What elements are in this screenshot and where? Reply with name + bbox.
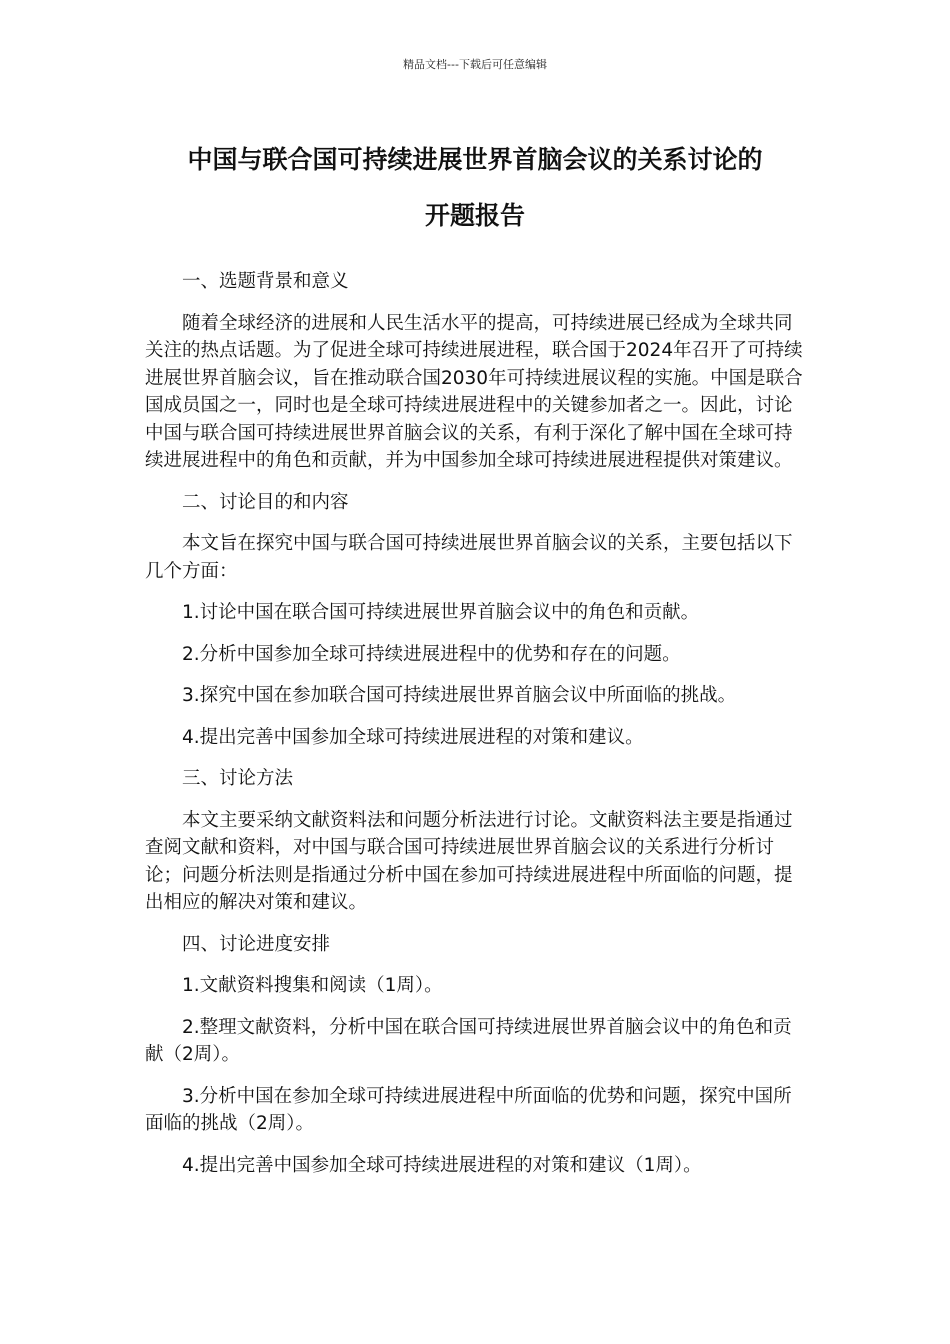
paragraph-background: 随着全球经济的进展和人民生活水平的提高，可持续进展已经成为全球共同关注的热点话题。为了促进全球可持续进展进程，联合国于2024年召开了可持续进展世界首脑会议，旨在推动联合国2030年可持续进展议程的实施。中国是联合国成员国之一，同时也是全球可持续进展进程中的关键参加者之一。因此，讨论中国与联合国可持续进展世界首脑会议的关系，有利于深化了解中国在全球可持续进展进程中的角色和贡献，并为中国参加全球可持续进展进程提供对策建议。 xyxy=(145,312,803,471)
document-body xyxy=(145,268,807,1193)
list-item-schedule-2: 2.整理文献资料，分析中国在联合国可持续进展世界首脑会议中的角色和贡献（2周）。 xyxy=(145,1016,792,1065)
list-item-schedule-1: 1.文献资料搜集和阅读（1周）。 xyxy=(182,975,443,996)
paragraph-purpose-intro: 本文旨在探究中国与联合国可持续进展世界首脑会议的关系，主要包括以下几个方面： xyxy=(145,533,793,582)
document-title xyxy=(120,132,830,244)
paragraph-method: 本文主要采纳文献资料法和问题分析法进行讨论。文献资料法主要是指通过查阅文献和资料，对中国与联合国可持续进展世界首脑会议的关系进行分析讨论；问题分析法则是指通过分析中国在参加可持续进展进程中所面临的问题，提出相应的解决对策和建议。 xyxy=(145,809,793,913)
title-line-1: 中国与联合国可持续进展世界首脑会议的关系讨论的 xyxy=(187,145,763,174)
list-item-purpose-3: 3.探究中国在参加联合国可持续进展世界首脑会议中所面临的挑战。 xyxy=(182,685,737,706)
list-item-purpose-1: 1.讨论中国在联合国可持续进展世界首脑会议中的角色和贡献。 xyxy=(182,602,700,623)
section-heading-background: 一、选题背景和意义 xyxy=(182,271,349,292)
list-item-purpose-2: 2.分析中国参加全球可持续进展进程中的优势和存在的问题。 xyxy=(182,643,681,665)
section-heading-method: 三、讨论方法 xyxy=(182,768,294,789)
section-heading-purpose: 二、讨论目的和内容 xyxy=(182,491,349,513)
list-item-schedule-4: 4.提出完善中国参加全球可持续进展进程的对策和建议（1周）。 xyxy=(182,1154,702,1176)
list-item-purpose-4: 4.提出完善中国参加全球可持续进展进程的对策和建议。 xyxy=(182,726,644,748)
page-header: 精品文档---下载后可任意编辑 xyxy=(403,58,547,71)
list-item-schedule-3: 3.分析中国在参加全球可持续进展进程中所面临的优势和问题，探究中国所面临的挑战（2周）。 xyxy=(145,1085,792,1134)
section-heading-schedule: 四、讨论进度安排 xyxy=(182,933,331,955)
title-line-2: 开题报告 xyxy=(424,201,525,230)
